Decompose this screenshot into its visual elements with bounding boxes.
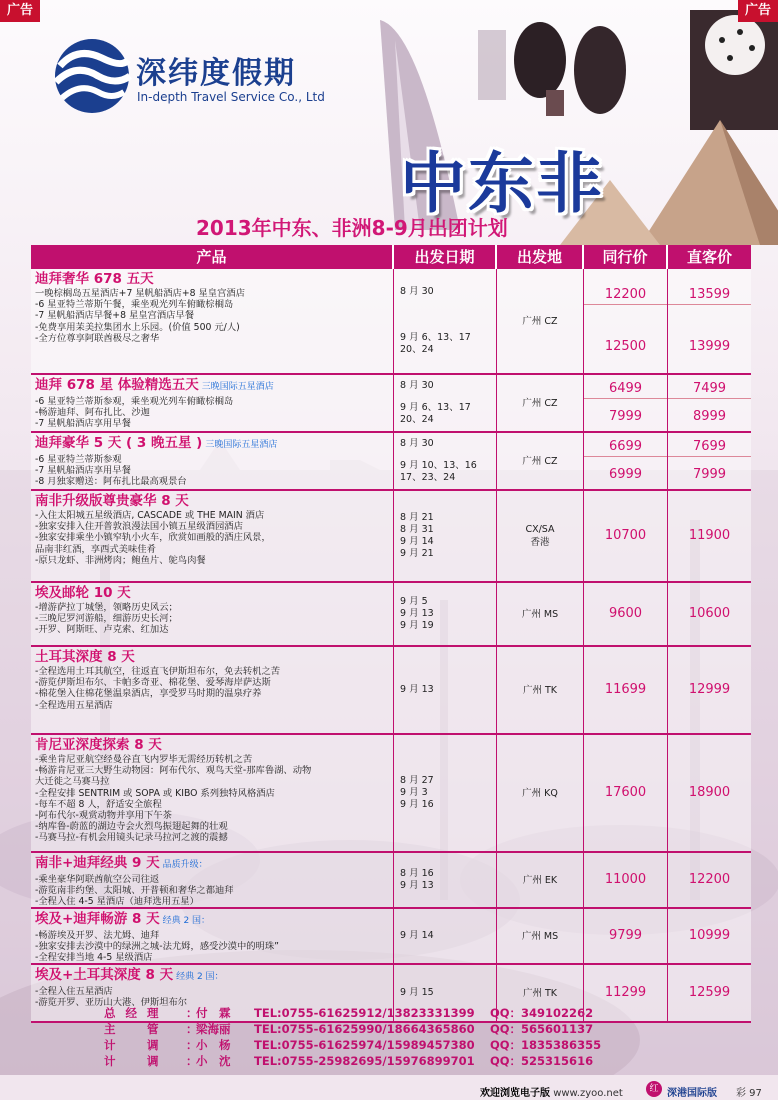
date-cell [394, 491, 497, 581]
product-detail-line: -每车不超 8 人，舒适安全旅程 [35, 798, 162, 810]
product-name [35, 855, 389, 874]
product-name [35, 377, 389, 396]
product-title: 埃及+迪拜畅游 8 天 [35, 911, 160, 927]
product-title: 南非+迪拜经典 9 天 [35, 855, 160, 871]
departure-dates: 8 月 27 9 月 3 9 月 16 [400, 775, 434, 810]
contact-role: 计 调 [104, 1054, 169, 1068]
product-detail-line: 一晚棕榈岛五星酒店+7 星帆船酒店+8 星皇宫酒店 [35, 288, 245, 299]
table-body [31, 269, 751, 1023]
origin-airline: 广州 TK [522, 684, 558, 696]
product-title: 肯尼亚深度探索 8 天 [35, 737, 162, 753]
contact-role: 主 管 [104, 1022, 169, 1036]
direct-price: 13599 [668, 286, 751, 305]
peer-price: 9799 [608, 928, 643, 943]
product-detail-line: -8 月独家赠送：阿布扎比最高观景台 [35, 476, 187, 488]
product-detail-line: -入住太阳城五星级酒店, CASCADE 或 THE MAIN 酒店 [35, 510, 265, 521]
product-title: 迪拜豪华 5 天 ( 3 晚五星 ) [35, 435, 203, 451]
product-detail-line: -全程安排当地 4-5 星级酒店 [35, 952, 153, 964]
contact-name: 小 沈 [196, 1054, 231, 1068]
departure-dates: 8 月 16 9 月 13 [400, 868, 434, 891]
product-detail-line: -畅游迪拜、阿布扎比、沙迦 [35, 407, 150, 419]
direct-price: 18900 [688, 785, 731, 800]
origin-cell [497, 375, 584, 431]
direct-price-cell [668, 583, 751, 645]
product-note: 品质升级： [162, 860, 208, 870]
brand-logo-icon [52, 36, 132, 116]
direct-price-cell [668, 269, 751, 373]
contact-qq[interactable]: QQ：525315616 [490, 1054, 594, 1068]
direct-price-cell [668, 491, 751, 581]
contact-phone[interactable]: TEL:0755-61625990/18664365860 [254, 1022, 475, 1036]
product-cell [31, 375, 394, 431]
departure-dates: 8 月 21 8 月 31 9 月 14 9 月 21 [400, 512, 434, 559]
departure-dates: 9 月 10、13、16 17、23、24 [400, 460, 477, 483]
direct-price-cell [668, 909, 751, 963]
product-detail-line: -三晚尼罗河游船，细游历史长河； [35, 613, 178, 625]
footer-browse [480, 1084, 623, 1099]
schedule-subtitle: 2013年中东、非洲8-9月出团计划 [196, 216, 508, 240]
peer-price-cell [584, 269, 668, 373]
product-name [35, 649, 389, 666]
date-cell [394, 375, 497, 431]
origin-airline: 广州 CZ [522, 455, 558, 467]
origin-cell [497, 433, 584, 489]
brand-name-cn: 深纬度假期 [136, 56, 296, 91]
header-peer-price: 同行价 [584, 245, 668, 269]
product-name [35, 967, 389, 986]
product-detail-line: -全程选用土耳其航空，往返直飞伊斯坦布尔，免去转机之苦 [35, 666, 281, 677]
peer-price: 6699 [584, 438, 667, 457]
product-name [35, 911, 389, 930]
product-title: 土耳其深度 8 天 [35, 649, 135, 665]
peer-price: 11299 [604, 985, 647, 1000]
departure-dates: 8 月 30 [400, 438, 434, 449]
contact-row [104, 1005, 744, 1021]
product-detail-line: -6 星亚特兰蒂斯午餐，乘坐观光列车俯瞰棕榈岛 [35, 299, 234, 311]
footer-site-link[interactable]: www.zyoo.net [553, 1088, 623, 1099]
footer-browse-label: 欢迎浏览电子版 [480, 1088, 550, 1099]
peer-price: 17600 [604, 785, 647, 800]
table-row [31, 583, 751, 647]
table-row [31, 647, 751, 735]
origin-cell [497, 491, 584, 581]
origin-airline: 广州 MS [521, 608, 559, 620]
contact-phone[interactable]: TEL:0755-25982695/15976899701 [254, 1054, 475, 1068]
product-detail-line: -游览开罗、亚历山大港、伊斯坦布尔 [35, 997, 188, 1009]
product-detail-line: -全程入住五星酒店 [35, 986, 113, 997]
product-detail-line: -7 星帆船酒店享用早餐 [35, 418, 131, 430]
contact-colon: ： [186, 1006, 198, 1020]
date-cell [394, 853, 497, 907]
region-title: 中东非 [400, 145, 604, 222]
contact-name: 付 霖 [196, 1006, 231, 1020]
peer-price: 6999 [608, 467, 643, 483]
product-title: 南非升级版尊贵豪华 8 天 [35, 493, 189, 509]
departure-dates: 8 月 30 [400, 380, 434, 391]
product-detail-line: -纳库鲁-蔚蓝的湖边寺会火烈鸟振翅起舞的壮观 [35, 821, 228, 833]
departure-dates: 9 月 5 9 月 13 9 月 19 [400, 596, 434, 631]
product-cell [31, 583, 394, 645]
contact-colon: ： [186, 1038, 198, 1052]
header-direct-price: 直客价 [686, 248, 732, 266]
product-cell [31, 647, 394, 733]
product-cell [31, 433, 394, 489]
peer-price-cell [584, 433, 668, 489]
contact-name: 小 杨 [196, 1038, 231, 1052]
contact-colon: ： [186, 1054, 198, 1068]
peer-price: 7999 [608, 409, 643, 425]
footer-edition: 深港国际版 [667, 1088, 717, 1099]
table-row [31, 735, 751, 853]
date-cell [394, 433, 497, 489]
product-detail-line: -免费享用苿美拉集团水上乐园。(价值 500 元/人) [35, 321, 240, 333]
peer-price: 9600 [608, 606, 643, 621]
product-note: 经典 2 国： [176, 972, 224, 982]
departure-dates: 9 月 6、13、17 20、24 [400, 332, 471, 355]
product-name [35, 493, 389, 510]
product-detail-line: -独家安排去沙漠中的绿洲之城-法尤姆，感受沙漠中的明珠” [35, 941, 279, 953]
direct-price-cell [668, 735, 751, 851]
direct-price: 12999 [688, 682, 731, 697]
product-cell [31, 909, 394, 963]
header-origin: 出发地 [497, 245, 584, 269]
origin-cell [497, 909, 584, 963]
product-detail-line: -7 星帆船酒店早餐+8 星皇宫酒店早餐 [35, 310, 195, 322]
peer-price: 6499 [584, 380, 667, 399]
product-detail-line: -开罗、阿斯旺、卢克索、红加达 [35, 624, 169, 636]
ad-tag-right: 广告 [738, 0, 778, 22]
contact-qq[interactable]: QQ：349102262 [490, 1006, 594, 1020]
product-note: 经典 2 国： [162, 916, 211, 926]
date-cell [394, 583, 497, 645]
date-cell [394, 909, 497, 963]
direct-price: 7499 [668, 380, 751, 399]
direct-price: 11900 [688, 528, 731, 543]
product-name [35, 737, 389, 754]
peer-price: 12500 [604, 339, 647, 355]
direct-price: 13999 [688, 339, 731, 355]
product-cell [31, 491, 394, 581]
product-detail-line: -全方位尊享阿联酋极尽之奢华 [35, 332, 160, 344]
direct-price-cell [668, 647, 751, 733]
product-detail-line: -全程选用五星酒店 [35, 699, 113, 711]
direct-price: 12200 [688, 872, 731, 887]
direct-price: 10999 [688, 928, 731, 943]
departure-dates: 9 月 15 [400, 987, 434, 998]
header-product: 产品 [31, 245, 394, 269]
table-row [31, 909, 751, 965]
contact-list [104, 1005, 744, 1069]
product-detail-line: -乘坐豪华阿联酋航空公司往返 [35, 874, 160, 885]
product-detail-line: 大迁徙之马赛马拉 [35, 776, 110, 788]
direct-price: 7699 [668, 438, 751, 457]
product-note: 三晚国际五星酒店 [201, 382, 274, 392]
departure-dates: 9 月 14 [400, 930, 434, 941]
peer-price: 10700 [604, 528, 647, 543]
product-detail-line: -全程安排 SENTRIM 或 SOPA 或 KIBO 系列独特风格酒店 [35, 787, 275, 799]
origin-airline: CX/SA 香港 [525, 524, 555, 548]
product-title: 迪拜奢华 678 五天 [35, 271, 154, 287]
direct-price: 7999 [692, 467, 727, 483]
contact-qq[interactable]: QQ：1835386355 [490, 1038, 602, 1052]
contact-colon: ： [186, 1022, 198, 1036]
product-detail-line: -游览南非约堡、太阳城、开普顿和奢华之都迪拜 [35, 885, 234, 897]
product-detail-line: -棉花堡入住棉花堡温泉酒店，享受罗马时期的温泉疗养 [35, 688, 262, 700]
footer-red-circle: 红 [646, 1081, 662, 1097]
peer-price-cell [584, 375, 668, 431]
product-detail-line: -增游萨拉丁城堡，领略历史风云； [35, 602, 178, 613]
product-detail-line: -畅游肯尼亚三大野生动物园：阿布代尔、观鸟天堂-那库鲁湖、动物 [35, 765, 312, 777]
origin-airline: 广州 CZ [522, 315, 558, 327]
product-detail-line: -全程入住 4-5 星酒店（迪拜选用五星） [35, 896, 199, 908]
product-detail-line: -游览伊斯坦布尔、卡帕多奇亚、棉花堡、爱琴海岸萨达斯 [35, 677, 271, 689]
product-cell [31, 735, 394, 851]
direct-price-cell [668, 433, 751, 489]
peer-price-cell [584, 853, 668, 907]
peer-price-cell [584, 735, 668, 851]
origin-airline: 广州 EK [522, 874, 558, 886]
contact-role: 总经理 [104, 1006, 169, 1020]
product-detail-line: -阿布代尔-观赏动物并享用下午茶 [35, 810, 172, 822]
departure-dates: 8 月 30 [400, 286, 434, 297]
product-cell [31, 853, 394, 907]
contact-role: 计 调 [104, 1038, 169, 1052]
peer-price: 11699 [604, 682, 647, 697]
table-row [31, 375, 751, 433]
direct-price: 10600 [688, 606, 731, 621]
contact-row [104, 1021, 744, 1037]
table-row [31, 433, 751, 491]
product-note: 三晚国际五星酒店 [205, 440, 278, 450]
product-detail-line: -6 星亚特兰蒂斯参观，乘坐观光列车俯瞰棕榈岛 [35, 396, 234, 407]
brand-name-en: In-depth Travel Service Co., Ltd [137, 90, 325, 104]
product-name [35, 435, 389, 454]
header-date: 出发日期 [394, 245, 497, 269]
product-detail-line: -乘坐肯尼亚航空经曼谷直飞内罗毕无需经历转机之苦 [35, 754, 253, 765]
origin-airline: 广州 TK [522, 987, 558, 999]
table-row [31, 853, 751, 909]
origin-cell [497, 853, 584, 907]
peer-price-cell [584, 909, 668, 963]
table-row [31, 269, 751, 375]
peer-price-cell [584, 583, 668, 645]
direct-price: 12599 [688, 985, 731, 1000]
footer-page-number: 彩 97 [736, 1088, 762, 1099]
origin-airline: 广州 MS [521, 930, 559, 942]
table-header [31, 245, 751, 269]
peer-price: 11000 [604, 872, 647, 887]
product-name [35, 271, 389, 288]
ad-tag-left: 广告 [0, 0, 40, 22]
contact-name: 梁海丽 [196, 1022, 231, 1036]
contact-qq[interactable]: QQ：565601137 [490, 1022, 594, 1036]
origin-airline: 广州 CZ [522, 397, 558, 409]
table-row [31, 491, 751, 583]
product-detail-line: -6 星亚特兰蒂斯参观 [35, 454, 122, 465]
product-title: 迪拜 678 星 体验精选五天 [35, 377, 199, 393]
peer-price-cell [584, 491, 668, 581]
product-cell [31, 269, 394, 373]
contact-phone[interactable]: TEL:0755-61625974/15989457380 [254, 1038, 475, 1052]
date-cell [394, 647, 497, 733]
contact-phone[interactable]: TEL:0755-61625912/13823331399 [254, 1006, 475, 1020]
product-detail-line: -畅游埃及开罗、法尤姆、迪拜 [35, 930, 160, 941]
date-cell [394, 269, 497, 373]
direct-price: 8999 [692, 409, 727, 425]
contact-row [104, 1037, 744, 1053]
product-detail-line: 品南非红酒，享西式美味佳肴 [35, 543, 156, 555]
contact-row [104, 1053, 744, 1069]
product-title: 埃及+土耳其深度 8 天 [35, 967, 174, 983]
product-detail-line: -马赛马拉-有机会用镜头记录马拉河之渡的震撼 [35, 832, 228, 844]
departure-dates: 9 月 13 [400, 684, 434, 695]
origin-airline: 广州 KQ [522, 787, 558, 799]
peer-price-cell [584, 647, 668, 733]
product-detail-line: -独家安排入住开普敦浪漫法国小镇五星级酒园酒店 [35, 521, 243, 533]
product-name [35, 585, 389, 602]
origin-cell [497, 583, 584, 645]
peer-price: 12200 [584, 286, 667, 305]
origin-cell [497, 647, 584, 733]
product-detail-line: -7 星帆船酒店享用早餐 [35, 465, 131, 477]
date-cell [394, 735, 497, 851]
product-detail-line: -独家安排乘坐小镇窄轨小火车，欣赏如画般的酒庄风景， [35, 532, 271, 544]
departure-dates: 9 月 6、13、17 20、24 [400, 402, 471, 425]
origin-cell [497, 735, 584, 851]
product-detail-line: -原只龙虾、非洲烤肉；鲍鱼片、鸵鸟肉餐 [35, 554, 206, 566]
direct-price-cell [668, 853, 751, 907]
origin-cell [497, 269, 584, 373]
product-title: 埃及邮轮 10 天 [35, 585, 131, 601]
direct-price-cell [668, 375, 751, 431]
tour-table [31, 245, 751, 1023]
